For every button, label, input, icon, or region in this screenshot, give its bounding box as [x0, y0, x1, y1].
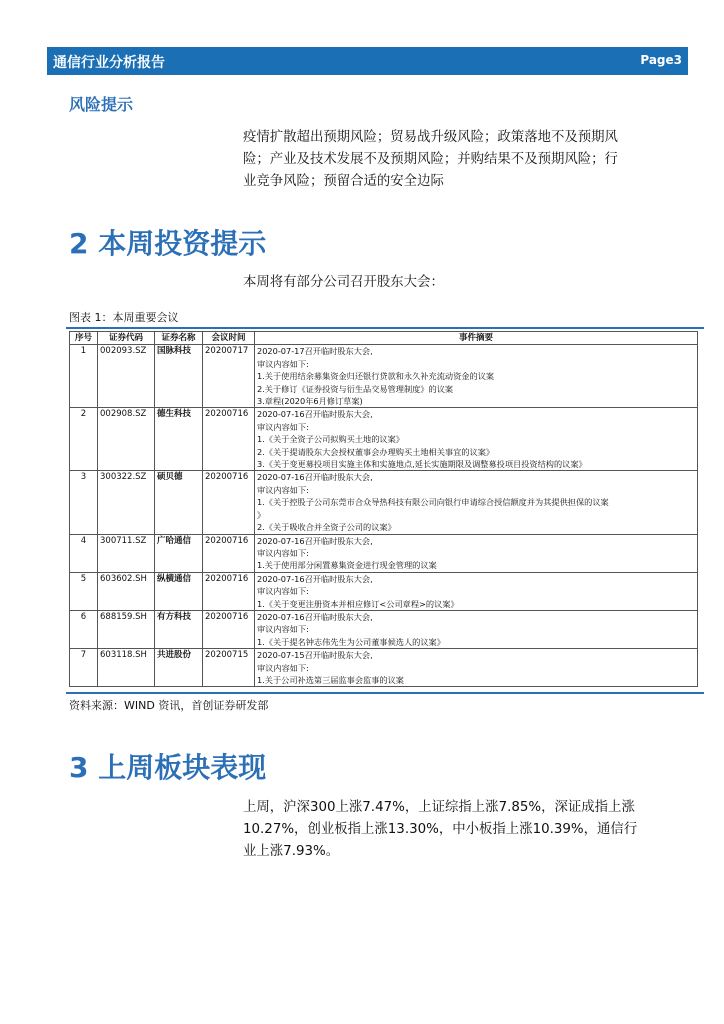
section-2-heading: 2 本周投资提示: [69, 227, 267, 260]
table-top-rule: [66, 327, 704, 329]
col-header: 会议时间: [203, 332, 255, 345]
event-line: 1.《关于变更注册资本并相应修订<公司章程>的议案》: [257, 598, 459, 609]
event-line: 审议内容如下:: [257, 358, 309, 369]
event-line: 2020-07-16召开临时股东大会,: [257, 472, 373, 483]
table-row: [70, 534, 698, 572]
event-line: 2020-07-16召开临时股东大会,: [257, 409, 373, 420]
event-summary: [255, 649, 698, 687]
risk-line: 疫情扩散超出预期风险；贸易战升级风险；政策落地不及预期风: [243, 130, 618, 145]
security-code: 002908.SZ: [98, 408, 155, 471]
table-row: [70, 408, 698, 471]
table-row: [70, 471, 698, 534]
section-3-paragraph: [243, 797, 663, 863]
table-bottom-rule: [66, 692, 704, 694]
event-line: 审议内容如下:: [257, 421, 309, 432]
security-name: 国脉科技: [155, 345, 203, 408]
row-number: 2: [70, 408, 98, 471]
event-summary: [255, 345, 698, 408]
event-line: 3.《关于变更募投项目实施主体和实施地点,延长实施期限及调整募投项目投资结构的议案》: [257, 459, 587, 470]
risk-line: 业竞争风险；预留合适的安全边际: [243, 174, 444, 189]
col-header: 证券代码: [98, 332, 155, 345]
event-line: 2020-07-16召开临时股东大会,: [257, 611, 373, 622]
performance-line: 10.27%，创业板指上涨13.30%，中小板指上涨10.39%，通信行: [243, 822, 638, 837]
meeting-date: 20200716: [203, 572, 255, 610]
section-3-heading: 3 上周板块表现: [69, 751, 267, 784]
table-source: 资料来源：WIND 资讯，首创证券研发部: [69, 699, 269, 712]
event-line: 1.关于使用结余募集资金归还银行贷款和永久补充流动资金的议案: [257, 371, 495, 382]
event-summary: [255, 610, 698, 648]
event-summary: [255, 471, 698, 534]
event-line: 审议内容如下:: [257, 624, 309, 635]
col-header: 证券名称: [155, 332, 203, 345]
event-line: 1.关于使用部分闲置募集资金进行现金管理的议案: [257, 560, 437, 571]
event-line: 2.《关于提请股东大会授权董事会办理购买土地相关事宜的议案》: [257, 446, 495, 457]
risk-line: 险；产业及技术发展不及预期风险；并购结果不及预期风险；行: [243, 152, 618, 167]
row-number: 1: [70, 345, 98, 408]
event-summary: [255, 534, 698, 572]
event-line: 1.关于公司补选第三届监事会监事的议案: [257, 674, 404, 685]
event-summary: [255, 408, 698, 471]
table-title: 图表 1：本周重要会议: [69, 311, 179, 324]
row-number: 3: [70, 471, 98, 534]
table-header-row: [70, 332, 698, 345]
security-code: 603602.SH: [98, 572, 155, 610]
event-line: 》: [257, 509, 266, 520]
meeting-date: 20200715: [203, 649, 255, 687]
event-line: 1.《关于提名钟志伟先生为公司董事候选人的议案》: [257, 636, 445, 647]
event-line: 2020-07-16召开临时股东大会,: [257, 573, 373, 584]
security-code: 603118.SH: [98, 649, 155, 687]
col-header: 事件摘要: [255, 332, 698, 345]
security-name: 德生科技: [155, 408, 203, 471]
security-code: 688159.SH: [98, 610, 155, 648]
security-name: 广哈通信: [155, 534, 203, 572]
event-summary: [255, 572, 698, 610]
risk-heading: 风险提示: [69, 95, 134, 114]
event-line: 审议内容如下:: [257, 662, 309, 673]
event-line: 1.《关于控股子公司东莞市合众导热科技有限公司向银行申请综合授信额度并为其提供担保的议案: [257, 497, 609, 508]
security-name: 有方科技: [155, 610, 203, 648]
meeting-date: 20200716: [203, 408, 255, 471]
table-row: [70, 649, 698, 687]
event-line: 审议内容如下:: [257, 586, 309, 597]
security-code: 300322.SZ: [98, 471, 155, 534]
event-line: 2020-07-16召开临时股东大会,: [257, 535, 373, 546]
section-2-intro: 本周将有部分公司召开股东大会：: [243, 275, 444, 290]
security-name: 共进股份: [155, 649, 203, 687]
col-header: 序号: [70, 332, 98, 345]
event-line: 2.《关于吸收合并全资子公司的议案》: [257, 522, 396, 533]
meeting-table: [69, 331, 698, 687]
event-line: 2020-07-17召开临时股东大会,: [257, 346, 373, 357]
security-code: 002093.SZ: [98, 345, 155, 408]
security-name: 硕贝德: [155, 471, 203, 534]
risk-paragraph: [243, 127, 663, 193]
performance-line: 上周，沪深300上涨7.47%，上证综指上涨7.85%，深证成指上涨: [243, 800, 635, 815]
meeting-date: 20200716: [203, 471, 255, 534]
security-code: 300711.SZ: [98, 534, 155, 572]
table-row: [70, 345, 698, 408]
event-line: 1.《关于全资子公司拟购买土地的议案》: [257, 434, 404, 445]
meeting-date: 20200717: [203, 345, 255, 408]
event-line: 审议内容如下:: [257, 547, 309, 558]
row-number: 6: [70, 610, 98, 648]
meeting-date: 20200716: [203, 534, 255, 572]
row-number: 5: [70, 572, 98, 610]
page-header: [47, 47, 688, 75]
security-name: 纵横通信: [155, 572, 203, 610]
row-number: 7: [70, 649, 98, 687]
event-line: 2020-07-15召开临时股东大会,: [257, 650, 373, 661]
report-title: 通信行业分析报告: [53, 55, 165, 71]
event-line: 3.章程(2020年6月修订草案): [257, 396, 363, 407]
page-number: Page3: [640, 53, 682, 67]
event-line: 审议内容如下:: [257, 484, 309, 495]
event-line: 2.关于修订《证券投资与衍生品交易管理制度》的议案: [257, 383, 454, 394]
meeting-date: 20200716: [203, 610, 255, 648]
table-row: [70, 610, 698, 648]
performance-line: 业上涨7.93%。: [243, 844, 340, 859]
table-row: [70, 572, 698, 610]
row-number: 4: [70, 534, 98, 572]
